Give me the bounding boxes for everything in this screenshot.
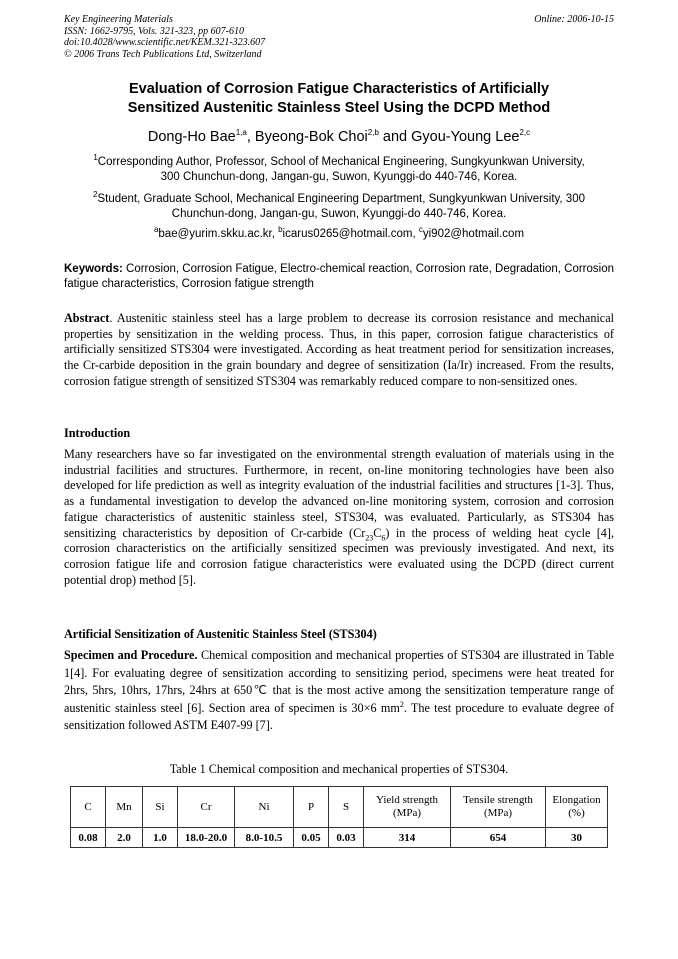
email-a: bae@yurim.skku.ac.kr, — [158, 228, 279, 240]
section-2-sup: 2 — [399, 699, 404, 709]
journal-name: Key Engineering Materials — [64, 14, 173, 25]
email-c: yi902@hotmail.com — [422, 228, 525, 240]
abstract — [64, 311, 614, 390]
affiliation-1-num: 1 — [93, 153, 98, 163]
table-header-cell: Ni — [235, 787, 294, 828]
table-header-cell: Cr — [178, 787, 235, 828]
affiliation-1 — [64, 155, 614, 185]
author-2-sup: 2,b — [367, 128, 379, 138]
section-2-text-1: Chemical composition and mechanical properties of STS304 are illustrated in Table 1[4]. For evaluating degree of sensitization according to sensitizing period, specimens were heat treated for 2hrs, 5hrs, 10hrs, 17hrs, 24hrs at 650℃ that is the most active among the sensitization temperature range of austenitic stainless steel [6]. Section area of specimen is 30×6 mm — [64, 648, 615, 715]
author-1-sup: 1,a — [235, 128, 247, 138]
issn-line: ISSN: 1662-9795, Vols. 321-323, pp 607-610 — [64, 25, 244, 37]
doi-line: doi:10.4028/www.scientific.net/KEM.321-323.607 — [64, 37, 266, 48]
table-cell: 0.08 — [71, 828, 106, 848]
table-caption: Table 1 Chemical composition and mechanical properties of STS304. — [169, 762, 509, 776]
section-2-text-2: . The test procedure to evaluate degree of sensitization followed ASTM E407-99 [7]. — [64, 700, 615, 732]
email-list — [20, 225, 658, 240]
table-header-cell: P — [294, 787, 329, 828]
email-c-sup: c — [418, 225, 423, 235]
affiliation-2 — [64, 192, 614, 222]
affiliation-2-num: 2 — [93, 190, 98, 200]
affiliation-2-line-2: Chunchun-dong, Jangan-gu, Suwon, Kyunggi-do 440-746, Korea. — [171, 208, 507, 220]
table-header-cell: Elongation (%) — [546, 787, 608, 828]
keywords-label: Keywords: — [64, 263, 123, 275]
keywords-text: Corrosion, Corrosion Fatigue, Electro-chemical reaction, Corrosion rate, Degradation, Corrosion fatigue characteristics, Corrosion fatigue strength — [64, 263, 614, 290]
table-cell: 314 — [364, 828, 451, 848]
table-row — [71, 828, 608, 848]
abstract-label: Abstract — [64, 311, 110, 325]
table-cell: 0.05 — [294, 828, 329, 848]
author-sep-2: and — [378, 129, 412, 145]
section-2-paragraph — [64, 647, 614, 735]
paper-title — [40, 80, 638, 118]
abstract-text: . Austenitic stainless steel has a large problem to decrease its corrosion resistance and mechanical properties by sensitization in the welding process. Thus, in this paper, corrosion fatigue characteristics of artificially sensitized STS304 were investigated. According as heat treatment period for sensitization increases, the Cr-carbide deposition in the grain boundary and degree of sensitization (Ia/Ir) increased. From the results, corrosion fatigue strength of sensitized STS304 was remarkably reduced compare to non-sensitized ones. — [64, 311, 614, 388]
table-cell: 2.0 — [106, 828, 143, 848]
table-header-cell: Yield strength (MPa) — [364, 787, 451, 828]
table-header-row — [71, 787, 608, 828]
affiliation-1-line-2: 300 Chunchun-dong, Jangan-gu, Suwon, Kyunggi-do 440-746, Korea. — [160, 171, 518, 183]
online-date: Online: 2006-10-15 — [534, 14, 614, 25]
intro-paragraph — [64, 447, 614, 588]
intro-mid: C — [373, 525, 382, 540]
journal-header — [64, 14, 614, 60]
section-2-heading: Artificial Sensitization of Austenitic Stainless Steel (STS304) — [64, 627, 377, 641]
table-header-cell: Si — [143, 787, 178, 828]
author-3-sup: 2,c — [519, 128, 531, 138]
table-cell: 18.0-20.0 — [178, 828, 235, 848]
email-b: icarus0265@hotmail.com, — [282, 228, 419, 240]
table-cell: 0.03 — [329, 828, 364, 848]
copyright-line: © 2006 Trans Tech Publications Ltd, Switzerland — [64, 48, 262, 60]
affiliation-1-line-1: Corresponding Author, Professor, School of Mechanical Engineering, Sungkyunkwan University, — [97, 156, 585, 168]
composition-table — [70, 786, 608, 848]
intro-text-1: Many researchers have so far investigated on the environmental strength evaluation of materials using in the industrial facilities and structures. Furthermore, in recent, on-line monitoring technologies have been also developed for life prediction as well as integrity evaluation of the industrial facilities and structures [1-3]. Thus, as a fundamental investigation to develop the advanced on-line monitoring system, corrosion and corrosion fatigue characteristics of austenitic stainless steel, STS304, was evaluated. Particularly, as STS304 has sensitizing characteristics by deposition of Cr-carbide (Cr — [64, 447, 614, 540]
intro-text-2: ) in the process of welding heat cycle [4], corrosion characteristics on the artificially sensitized specimen was previously investigated. And next, its corrosion fatigue life and corrosion fatigue characteristics were evaluated using the DCPD (direct current potential drop) method [5]. — [64, 525, 614, 587]
author-3: Gyou-Young Lee — [411, 129, 520, 145]
table-cell: 1.0 — [143, 828, 178, 848]
table-cell: 8.0-10.5 — [235, 828, 294, 848]
table-header-cell: S — [329, 787, 364, 828]
intro-heading: Introduction — [64, 426, 131, 440]
section-2-lead: Specimen and Procedure. — [64, 648, 198, 662]
title-line-2: Sensitized Austenitic Stainless Steel Using the DCPD Method — [127, 100, 551, 116]
author-sep-1: , — [246, 129, 255, 145]
author-list — [20, 129, 658, 145]
table-cell: 30 — [546, 828, 608, 848]
email-a-sup: a — [153, 225, 159, 235]
email-b-sup: b — [278, 225, 283, 235]
author-2: Byeong-Bok Choi — [254, 129, 368, 145]
title-line-1: Evaluation of Corrosion Fatigue Characteristics of Artificially — [128, 81, 550, 97]
table-cell: 654 — [451, 828, 546, 848]
intro-sub-1: 23 — [365, 532, 374, 542]
intro-sub-2: 6 — [381, 532, 386, 542]
affiliation-2-line-1: Student, Graduate School, Mechanical Engineering Department, Sungkyunkwan University, 300 — [97, 193, 585, 205]
keywords — [64, 262, 614, 292]
table-header-cell: Mn — [106, 787, 143, 828]
table-header-cell: Tensile strength (MPa) — [451, 787, 546, 828]
table-header-cell: C — [71, 787, 106, 828]
author-1: Dong-Ho Bae — [147, 129, 236, 145]
